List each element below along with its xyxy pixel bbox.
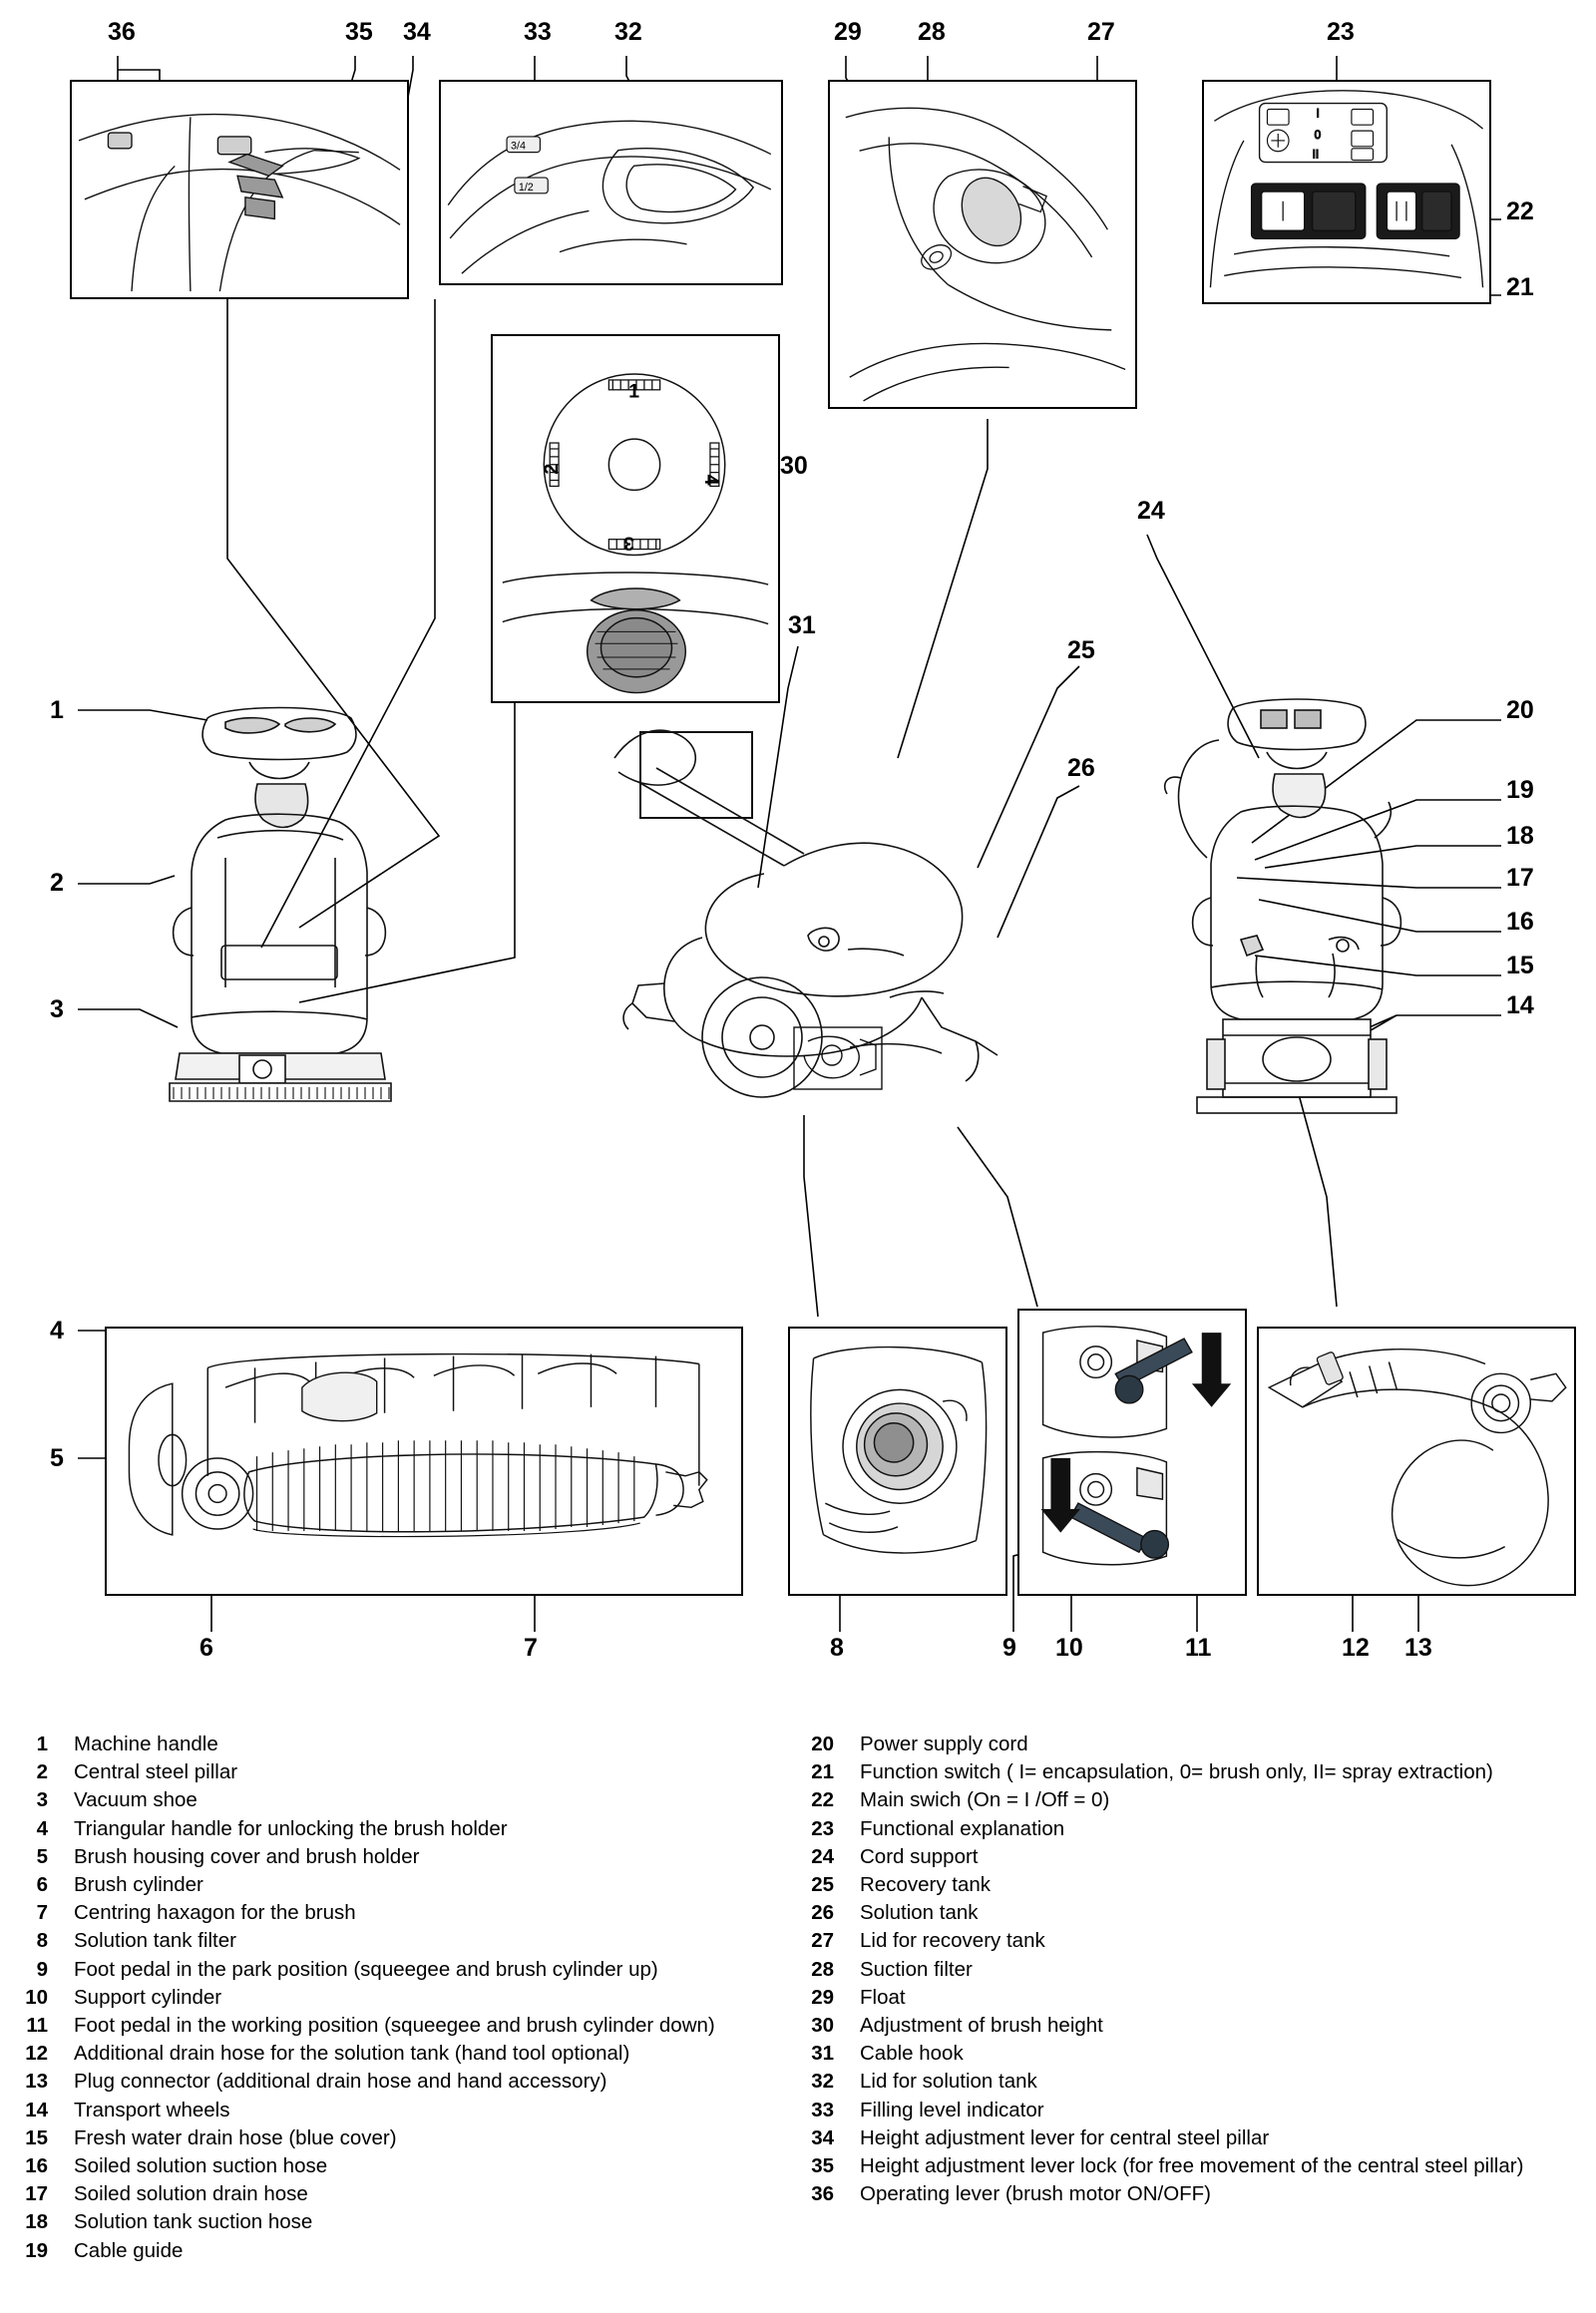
legend-item	[808, 1815, 1586, 1843]
legend-label: Recovery tank	[860, 1873, 992, 1897]
legend-label: Brush housing cover and brush holder	[74, 1844, 420, 1868]
legend-number: 7	[36, 1901, 48, 1925]
legend-number: 28	[811, 1957, 834, 1981]
legend-number: 27	[811, 1929, 834, 1953]
legend-label: Foot pedal in the park position (squeegee and brush cylinder up)	[74, 1957, 658, 1981]
machine-side-view	[598, 698, 1097, 1157]
callout-6: 6	[200, 1634, 213, 1662]
panel-9-art	[1019, 1311, 1245, 1594]
legend-number: 19	[25, 2238, 48, 2262]
svg-text:I: I	[1316, 107, 1320, 121]
legend-number: 14	[25, 2098, 48, 2121]
legend-item	[808, 1786, 1586, 1814]
callout-21: 21	[1506, 273, 1534, 301]
legend-number: 1	[36, 1733, 48, 1755]
legend-item	[808, 2124, 1586, 2152]
legend-number: 29	[811, 1985, 834, 2009]
callout-8: 8	[830, 1634, 844, 1662]
machine-front-art	[130, 688, 429, 1147]
dial-label-1: 1	[628, 380, 640, 403]
legend-item	[22, 2097, 800, 2124]
legend-label: Central steel pillar	[74, 1760, 238, 1784]
dial-label-2: 2	[541, 463, 564, 475]
callout-27: 27	[1087, 18, 1115, 46]
legend-item	[22, 2012, 800, 2040]
panel-solution-tank-filter	[788, 1327, 1007, 1596]
legend-number: 10	[25, 1985, 48, 2009]
machine-front-view	[130, 688, 429, 1147]
legend-item	[22, 1731, 800, 1758]
legend-label: Filling level indicator	[860, 2098, 1044, 2121]
legend-item	[22, 2152, 800, 2180]
dial-label-3: 3	[623, 532, 635, 555]
legend-number: 2	[36, 1760, 48, 1784]
legend-item	[808, 2012, 1586, 2040]
callout-32: 32	[614, 18, 642, 46]
legend-item	[808, 1758, 1586, 1786]
panel-filling-level-indicator	[439, 80, 783, 285]
panel-foot-pedal	[1017, 1309, 1247, 1596]
legend-item	[808, 2097, 1586, 2124]
callout-26: 26	[1067, 754, 1095, 782]
legend-number: 17	[25, 2182, 48, 2206]
legend-number: 21	[811, 1760, 834, 1784]
legend-label: Plug connector (additional drain hose and hand accessory)	[74, 2070, 607, 2094]
legend-label: Cord support	[860, 1844, 979, 1868]
legend-item	[808, 1984, 1586, 2012]
legend-column-right	[808, 1731, 1586, 2208]
legend-item	[22, 2068, 800, 2096]
legend-item	[22, 1899, 800, 1927]
callout-3: 3	[50, 995, 64, 1023]
legend-item	[22, 2040, 800, 2068]
legend-item	[22, 2124, 800, 2152]
legend-label: Soiled solution drain hose	[74, 2182, 308, 2206]
legend-number: 8	[36, 1929, 48, 1953]
legend-label: Operating lever (brush motor ON/OFF)	[860, 2182, 1212, 2206]
legend-label: Brush cylinder	[74, 1873, 203, 1897]
legend-label: Height adjustment lever lock (for free movement of the central steel pillar)	[860, 2154, 1524, 2178]
legend-number: 20	[811, 1733, 834, 1755]
machine-rear-view	[1137, 688, 1456, 1147]
legend-label: Height adjustment lever for central steel pillar	[860, 2125, 1270, 2149]
callout-7: 7	[524, 1634, 538, 1662]
legend-label: Vacuum shoe	[74, 1788, 198, 1812]
legend-number: 25	[811, 1873, 834, 1897]
legend-label: Triangular handle for unlocking the brush holder	[74, 1816, 508, 1840]
legend-number: 3	[36, 1788, 48, 1812]
legend-number: 11	[26, 2014, 48, 2038]
legend-label: Machine handle	[74, 1733, 218, 1755]
legend-item	[22, 2208, 800, 2236]
legend-item	[22, 1815, 800, 1843]
legend-number: 18	[25, 2210, 48, 2234]
legend-number: 30	[811, 2014, 834, 2038]
callout-25: 25	[1067, 636, 1095, 664]
callout-18: 18	[1506, 822, 1534, 850]
panel-operating-lever	[70, 80, 409, 299]
legend-number: 12	[25, 2042, 48, 2066]
legend-number: 34	[811, 2125, 834, 2149]
legend-label: Foot pedal in the working position (squeegee and brush cylinder down)	[74, 2014, 715, 2038]
legend-column-left	[22, 1731, 800, 2265]
legend-item	[808, 1843, 1586, 1871]
callout-13: 13	[1404, 1634, 1432, 1662]
legend-number: 32	[811, 2070, 834, 2094]
legend-label: Suction filter	[860, 1957, 973, 1981]
panel-27-art	[830, 82, 1135, 407]
legend-number: 26	[811, 1901, 834, 1925]
legend-number: 4	[36, 1816, 48, 1840]
callout-19: 19	[1506, 776, 1534, 804]
callout-34: 34	[403, 18, 431, 46]
machine-rear-art	[1137, 688, 1456, 1147]
legend-label: Support cylinder	[74, 1985, 222, 2009]
legend-number: 31	[811, 2042, 834, 2066]
level-mark-3-4: 3/4	[510, 140, 526, 153]
legend-label: Solution tank filter	[74, 1929, 236, 1953]
callout-31: 31	[788, 611, 816, 639]
legend-number: 13	[25, 2070, 48, 2094]
legend-number: 36	[811, 2182, 834, 2206]
legend-item	[808, 2180, 1586, 2208]
legend-label: Soiled solution suction hose	[74, 2154, 328, 2178]
callout-24: 24	[1137, 497, 1165, 525]
legend-item	[808, 2152, 1586, 2180]
legend-item	[22, 1871, 800, 1899]
legend-item	[808, 1899, 1586, 1927]
panel-recovery-tank-lid	[828, 80, 1137, 409]
callout-20: 20	[1506, 696, 1534, 724]
callout-1: 1	[50, 696, 64, 724]
legend-number: 15	[25, 2125, 48, 2149]
legend-item	[808, 2068, 1586, 2096]
legend-label: Adjustment of brush height	[860, 2014, 1103, 2038]
legend-number: 24	[811, 1844, 834, 1868]
legend-number: 35	[811, 2154, 834, 2178]
legend-item	[808, 1956, 1586, 1984]
legend-item	[808, 1731, 1586, 1758]
panel-brush-cylinder	[105, 1327, 743, 1596]
legend-item	[808, 1927, 1586, 1955]
machine-side-art	[598, 698, 1097, 1157]
callout-17: 17	[1506, 864, 1534, 892]
panel-23-art	[1204, 82, 1489, 302]
level-mark-1-2: 1/2	[518, 181, 534, 193]
legend-number: 22	[811, 1788, 834, 1812]
svg-text:II: II	[1312, 148, 1320, 162]
callout-29: 29	[834, 18, 862, 46]
callout-15: 15	[1506, 952, 1534, 979]
legend-item	[808, 1871, 1586, 1899]
legend-number: 16	[25, 2154, 48, 2178]
legend-item	[22, 1927, 800, 1955]
svg-text:0: 0	[1314, 128, 1322, 142]
legend-item	[22, 1843, 800, 1871]
legend-label: Centring haxagon for the brush	[74, 1901, 356, 1925]
callout-12: 12	[1342, 1634, 1370, 1662]
panel-12-art	[1259, 1329, 1574, 1594]
callout-30: 30	[780, 452, 808, 480]
legend-label: Lid for solution tank	[860, 2070, 1037, 2094]
legend-item	[22, 2237, 800, 2265]
legend-label: Power supply cord	[860, 1733, 1028, 1755]
callout-22: 22	[1506, 197, 1534, 225]
dial-label-4: 4	[700, 474, 723, 486]
legend-label: Solution tank	[860, 1901, 979, 1925]
callout-36: 36	[108, 18, 136, 46]
legend-label: Lid for recovery tank	[860, 1929, 1045, 1953]
legend-item	[22, 1758, 800, 1786]
legend-item	[808, 2040, 1586, 2068]
legend-label: Functional explanation	[860, 1816, 1065, 1840]
legend	[0, 1731, 1596, 2313]
panel-30-art	[493, 336, 778, 701]
panel-brush-art	[107, 1329, 741, 1594]
callout-11: 11	[1185, 1634, 1212, 1662]
callout-5: 5	[50, 1444, 64, 1472]
legend-item	[22, 1956, 800, 1984]
panel-33-art	[441, 82, 781, 283]
legend-number: 6	[36, 1873, 48, 1897]
legend-item	[22, 1786, 800, 1814]
legend-item	[22, 1984, 800, 2012]
legend-label: Solution tank suction hose	[74, 2210, 313, 2234]
legend-label: Fresh water drain hose (blue cover)	[74, 2125, 397, 2149]
legend-number: 9	[36, 1957, 48, 1981]
legend-label: Additional drain hose for the solution tank (hand tool optional)	[74, 2042, 630, 2066]
panel-brush-height-adjust	[491, 334, 780, 703]
legend-number: 5	[36, 1844, 48, 1868]
callout-14: 14	[1506, 991, 1534, 1019]
panel-8-art	[790, 1329, 1005, 1594]
callout-23: 23	[1327, 18, 1355, 46]
callout-35: 35	[345, 18, 373, 46]
legend-number: 23	[811, 1816, 834, 1840]
legend-label: Float	[860, 1985, 906, 2009]
callout-4: 4	[50, 1317, 64, 1345]
callout-28: 28	[918, 18, 946, 46]
legend-label: Function switch ( I= encapsulation, 0= brush only, II= spray extraction)	[860, 1760, 1493, 1784]
callout-2: 2	[50, 869, 64, 897]
legend-label: Transport wheels	[74, 2098, 230, 2121]
panel-drain-hose-connector	[1257, 1327, 1576, 1596]
legend-item	[22, 2180, 800, 2208]
callout-16: 16	[1506, 908, 1534, 936]
panel-36-art	[72, 82, 407, 297]
panel-control-switches	[1202, 80, 1491, 304]
callout-10: 10	[1055, 1634, 1083, 1662]
legend-number: 33	[811, 2098, 834, 2121]
legend-label: Cable guide	[74, 2238, 184, 2262]
legend-label: Cable hook	[860, 2042, 964, 2066]
legend-label: Main swich (On = I /Off = 0)	[860, 1788, 1110, 1812]
callout-9: 9	[1002, 1634, 1016, 1662]
callout-33: 33	[524, 18, 552, 46]
